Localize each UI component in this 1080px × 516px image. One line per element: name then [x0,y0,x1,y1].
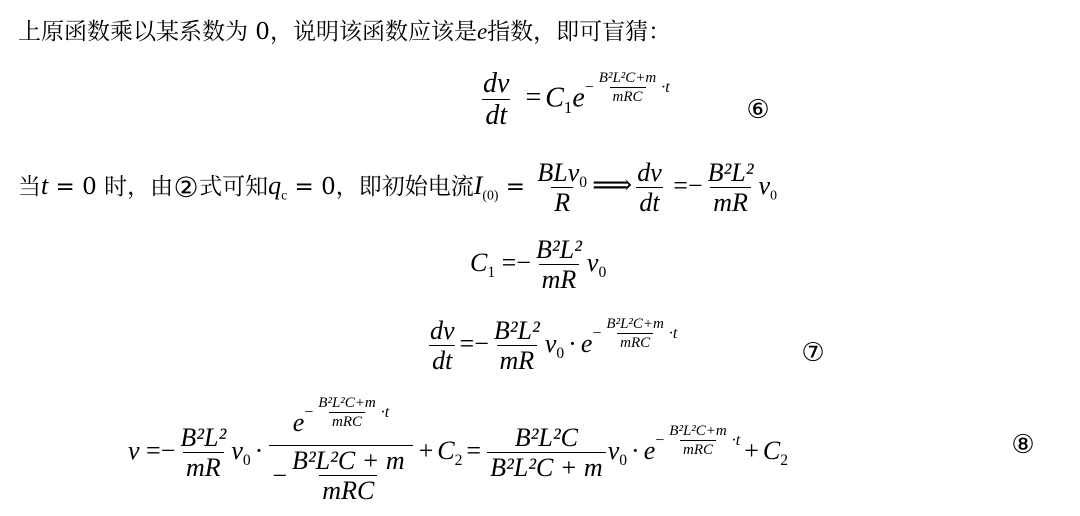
equals-sign: = [498,174,533,200]
tag-6 [745,97,771,123]
plus-sign: + [744,435,759,465]
denominator: R [551,187,573,216]
text: = 0，即初始电流 [287,174,474,200]
equation-c1 [470,237,606,293]
fraction-b2l2c [487,425,606,481]
exponent-fraction [315,396,378,430]
subscript: 0 [579,174,588,192]
initial-condition-line [18,160,777,216]
constant-c: C [470,247,488,277]
subscript: 0 [619,452,628,470]
exponent-fraction [603,317,666,351]
circled-number: ⑥ [746,95,770,125]
denominator: mRC [319,475,377,504]
equals-minus: =− [139,435,176,465]
numerator: B²L² [707,158,754,187]
fraction-blv-r [534,160,590,216]
subscript: c [281,187,288,203]
exponent [592,317,677,351]
fraction-dv-dt [634,160,665,216]
var-i: I [473,171,483,200]
subscript: 0 [556,345,565,363]
circled-number: ⑦ [801,338,825,368]
text: = 0 时，由 [48,174,174,200]
equation-6 [478,70,670,130]
constant-c: C [545,82,564,114]
var-q: q [268,171,282,200]
denominator: dt [429,345,455,374]
tag-7 [800,340,826,366]
denominator: mR [710,187,751,216]
denominator: mR [539,264,580,293]
dot-operator: · [568,328,577,358]
numerator: dv [483,68,510,99]
denominator: mR [497,345,538,374]
circled-ref: ② [173,171,199,204]
numerator: dv [637,158,662,187]
equals-sign: = [525,82,542,114]
inner-fraction [289,448,408,504]
text: 式可知 [199,174,269,200]
exponent [655,424,740,458]
denominator: mRC [610,87,646,105]
subscript: 2 [454,452,463,470]
equals-minus: =− [459,328,489,358]
numerator: B²L² [535,235,582,264]
exponent-tail: ·t [380,404,390,421]
denominator: dt [482,99,510,130]
dot-operator: · [631,435,640,465]
denominator: mRC [680,440,716,458]
var-v: v [231,435,243,465]
denominator: mRC [617,333,653,351]
equation-8 [128,395,789,505]
circled-number: ⑧ [1011,430,1035,460]
fraction-b2l2-mr [491,318,543,374]
fraction-b2l2-mr [705,160,757,216]
intro-e-letter: e [476,19,488,44]
var-v: v [758,171,771,200]
intro-text-b: 指数，即可盲猜： [487,19,672,45]
exp-base: e [580,328,593,358]
fraction-b2l2-mr [533,237,585,293]
fraction-dv-dt [480,70,512,130]
numerator: B²L²C+m [598,70,657,87]
fraction-exp-over-term [269,395,412,505]
subscript: 0 [598,264,607,282]
denominator: dt [636,187,662,216]
fraction-dv-dt [427,318,458,374]
minus-sign: − [304,404,314,421]
numerator: B²L²C+m [669,422,727,439]
numerator: B²L² [180,423,227,452]
denominator: mRC [329,412,365,430]
subscript: 1 [487,264,496,282]
dot-operator: · [254,435,264,465]
numerator: B²L²C [514,423,579,452]
numerator: dv [430,316,455,345]
numerator: B²L²C+m [606,315,664,332]
var-v: v [607,435,620,465]
numerator: BLv [537,158,580,187]
numerator: B²L²C + m [292,446,405,475]
denominator: B²L²C + m [487,452,606,481]
exponent [585,71,670,105]
subscript: 2 [780,452,789,470]
var-v: v [544,328,557,358]
denominator: mR [183,452,224,481]
subscript: 0 [242,452,251,470]
equals-minus: =− [666,171,703,200]
minus-sign: − [592,324,602,342]
minus-sign: − [272,461,287,490]
subscript: 1 [563,98,573,118]
intro-text-a: 上原函数乘以某系数为 0，说明该函数应该是 [18,19,477,45]
var-v: v [586,247,599,277]
exponent [304,396,389,430]
subscript: (0) [482,187,499,203]
exponent-fraction [596,71,659,105]
var-t: t [41,171,49,200]
subscript: 0 [770,187,777,203]
equation-7 [425,315,678,375]
constant-c: C [437,435,455,465]
var-v: v [128,435,140,465]
text: 当 [18,174,41,200]
numerator: B²L² [493,316,540,345]
tag-8 [1010,432,1036,458]
equals-minus: =− [495,247,531,277]
exponent-tail: ·t [668,324,678,342]
implies-arrow: ⟹ [592,170,633,201]
exp-base: e [572,82,585,114]
minus-sign: − [655,431,665,449]
exponent-fraction [666,424,729,458]
minus-sign: − [584,79,594,97]
plus-sign: + [418,435,434,465]
constant-c: C [762,435,781,465]
fraction-b2l2-mr [177,425,229,481]
exponent-tail: ·t [731,431,741,449]
exp-base: e [292,408,305,437]
exponent-tail: ·t [661,79,670,97]
equals-sign: = [466,435,482,465]
intro-text [18,20,671,44]
numerator: B²L²C+m [318,395,376,411]
exp-base: e [643,435,656,465]
